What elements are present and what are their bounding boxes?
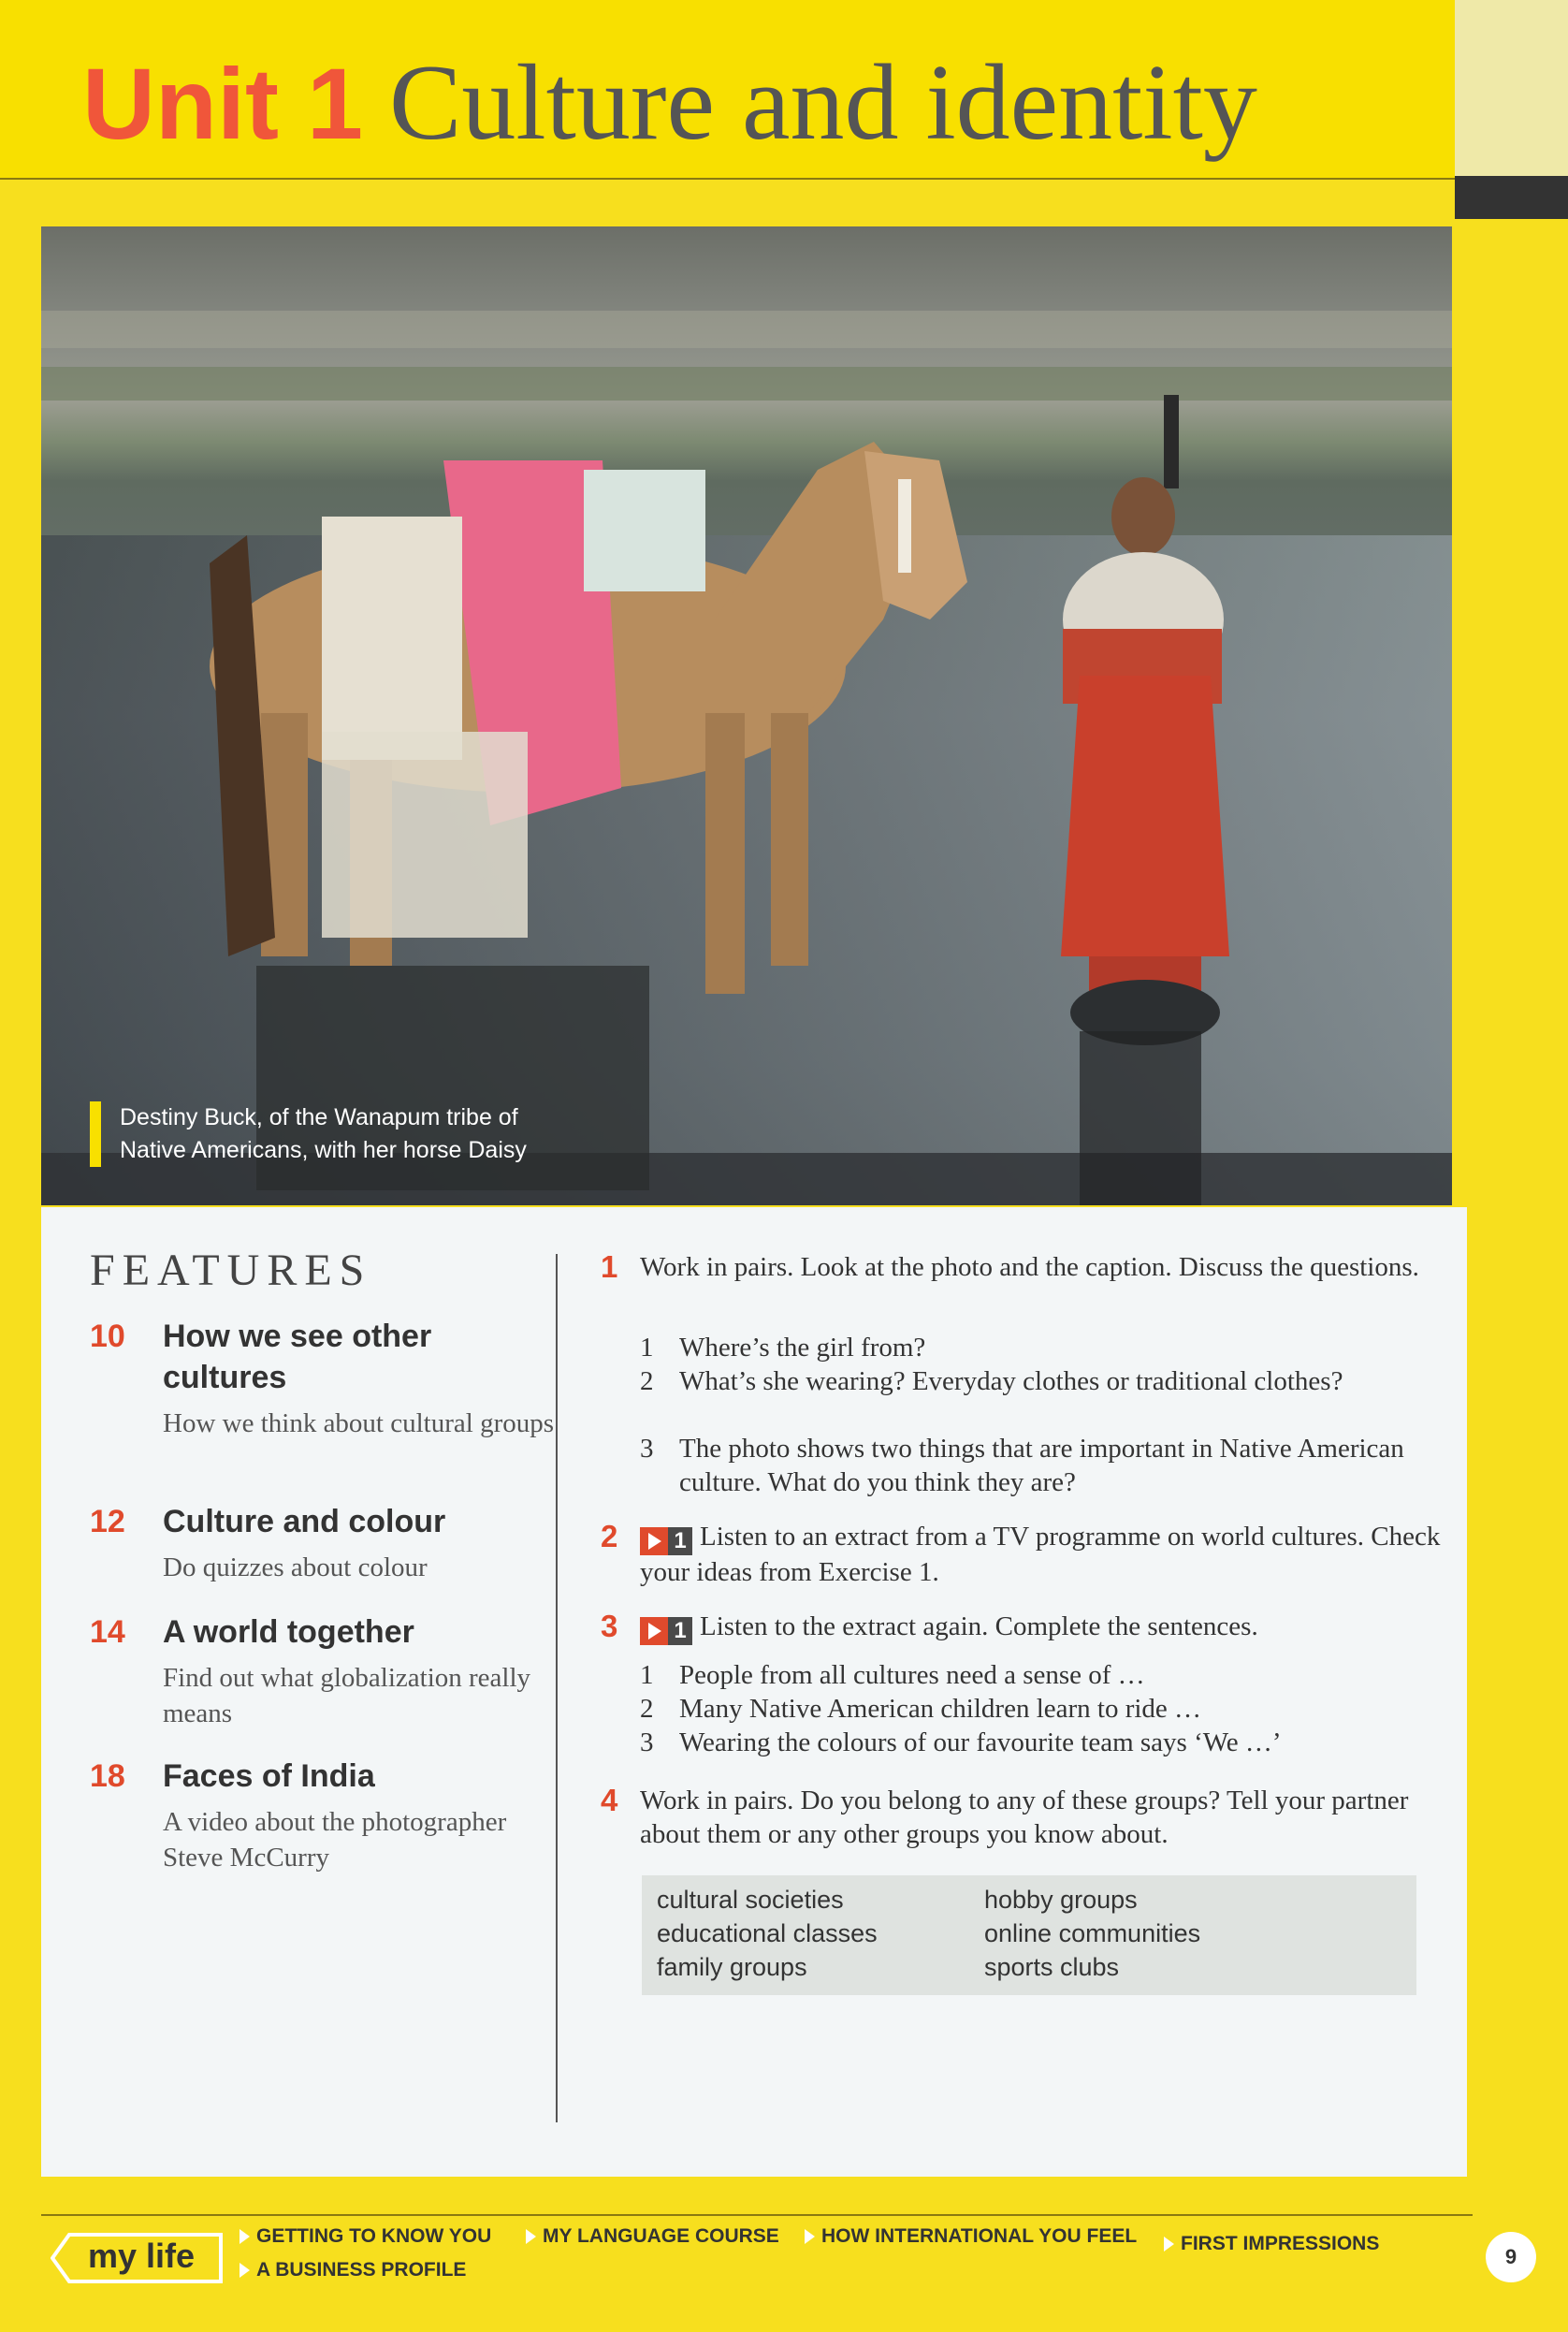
feature-description: Find out what globalization really means [163,1663,531,1728]
footer-link[interactable] [805,2225,1137,2248]
exercise-body [640,1610,1454,1645]
item-text: People from all cultures need a sense of … [679,1660,1145,1690]
group-item: family groups [657,1953,807,1981]
arrow-icon [526,2229,536,2244]
exercise-number: 4 [601,1783,618,1817]
feature-description: Do quizzes about colour [163,1552,428,1582]
track-number: 1 [668,1527,692,1555]
unit-title [82,43,1257,163]
page-number: 9 [1486,2232,1536,2282]
group-item: sports clubs [984,1953,1120,1981]
footer-link-label: HOW INTERNATIONAL YOU FEEL [821,2225,1138,2247]
feature-title: How we see other cultures [163,1319,432,1395]
play-icon [640,1527,668,1555]
item-text: Many Native American children learn to ride … [679,1694,1202,1724]
arrow-icon [1164,2237,1174,2252]
feature-page-number: 18 [90,1758,125,1794]
feature-page-number: 10 [90,1319,125,1354]
item-text: What’s she wearing? Everyday clothes or traditional clothes? [679,1366,1343,1396]
exercise-number: 3 [601,1609,618,1643]
group-item: online communities [984,1919,1201,1947]
footer-link-label: A BUSINESS PROFILE [256,2259,467,2281]
footer-link-label: FIRST IMPRESSIONS [1181,2233,1380,2254]
feature-title: Faces of India [163,1758,375,1794]
track-number: 1 [668,1617,692,1645]
arrow-icon [805,2229,815,2244]
feature-page-number: 12 [90,1504,125,1539]
photo-caption [90,1101,527,1167]
footer-link[interactable] [240,2225,491,2248]
item-number: 2 [640,1694,654,1724]
unit-label: Unit 1 [82,47,364,160]
item-text: Wearing the colours of our favourite team says ‘We …’ [679,1727,1282,1757]
right-edge-strip [1455,0,1568,176]
item-text: Where’s the girl from? [679,1333,926,1363]
group-item: cultural societies [657,1886,844,1914]
item-number: 1 [640,1333,654,1363]
caption-line-2: Native Americans, with her horse Daisy [120,1137,527,1163]
my-life-label: my life [88,2237,196,2275]
footer-link[interactable] [1164,2233,1379,2255]
footer-rule [41,2214,1473,2216]
item-number: 1 [640,1660,654,1690]
right-edge-bar [1455,176,1568,219]
item-number: 3 [640,1434,654,1464]
footer-link-label: MY LANGUAGE COURSE [543,2225,779,2247]
play-icon [640,1617,668,1645]
column-divider [556,1254,558,2122]
header-rule [0,178,1455,180]
footer-link-label: GETTING TO KNOW YOU [256,2225,492,2247]
groups-box [642,1875,1416,1995]
exercise-instruction: Listen to the extract again. Complete the sentences. [700,1611,1258,1641]
arrow-icon [240,2263,250,2278]
item-number: 3 [640,1727,654,1757]
feature-page-number: 14 [90,1614,125,1650]
exercise-instruction: Work in pairs. Look at the photo and the caption. Discuss the questions. [640,1252,1419,1282]
feature-description: How we think about cultural groups [163,1408,555,1438]
feature-title: A world together [163,1614,414,1650]
audio-track-button[interactable] [640,1522,692,1555]
photo-illustration [41,226,1452,1205]
exercise-body [640,1520,1454,1589]
group-item: educational classes [657,1919,878,1947]
arrow-icon [240,2229,250,2244]
exercise-number: 2 [601,1519,618,1553]
footer-link[interactable] [526,2225,779,2248]
exercise-instruction: Listen to an extract from a TV programme on world cultures. Check your ideas from Exercise 1. [640,1522,1441,1588]
unit-photo [41,226,1452,1205]
feature-description: A video about the photographer Steve McCurry [163,1807,507,1873]
caption-line-1: Destiny Buck, of the Wanapum tribe of [120,1104,518,1130]
unit-name: Culture and identity [389,43,1257,163]
group-item: hobby groups [984,1886,1138,1914]
item-text: The photo shows two things that are important in Native American culture. What do you think they are? [679,1434,1404,1497]
audio-track-button[interactable] [640,1611,692,1645]
footer-link[interactable] [240,2259,466,2281]
item-number: 2 [640,1366,654,1396]
exercise-number: 1 [601,1249,618,1284]
features-heading: FEATURES [90,1246,372,1295]
exercise-instruction: Work in pairs. Do you belong to any of these groups? Tell your partner about them or any other groups you know about. [640,1785,1409,1849]
feature-title: Culture and colour [163,1504,446,1539]
